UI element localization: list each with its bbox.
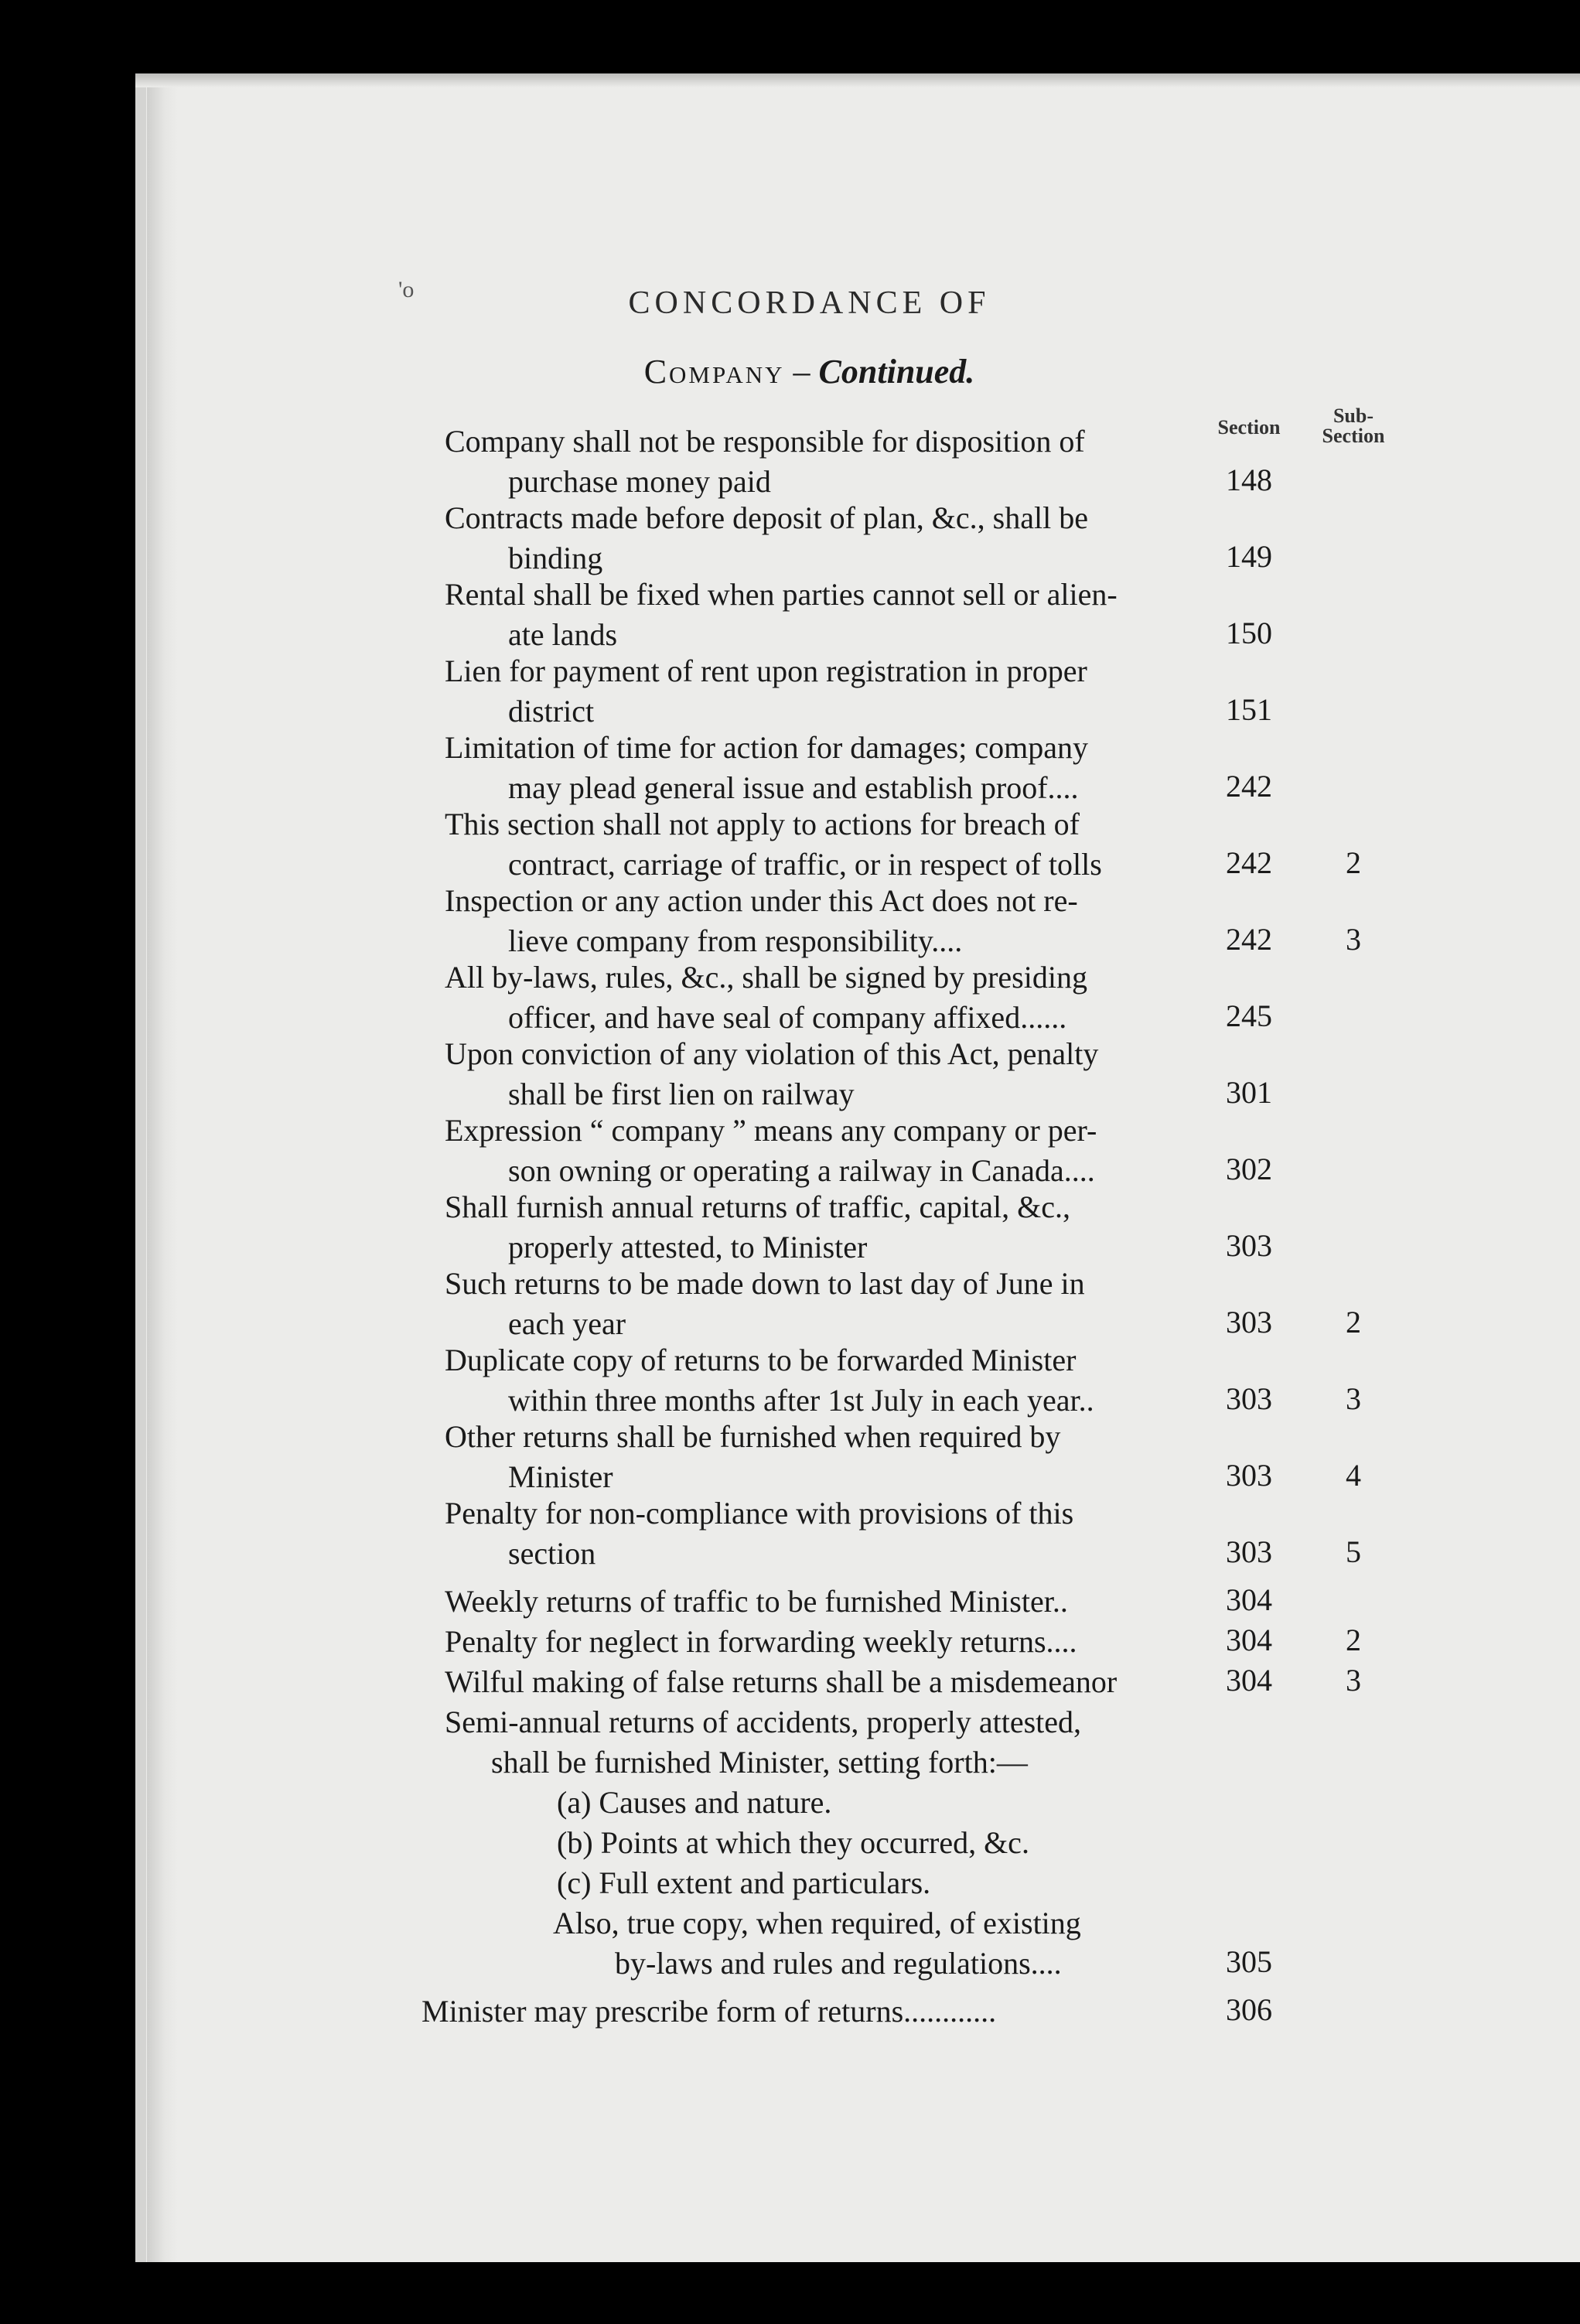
- page-top-shadow: [135, 73, 1580, 87]
- entry-line-2: district: [508, 694, 595, 729]
- section-number: 304: [1226, 1663, 1272, 1698]
- list-item: [445, 728, 1218, 808]
- list-item: [445, 1264, 1218, 1344]
- section-number: 148: [1226, 462, 1272, 497]
- entry-line-1: Rental shall be fixed when parties cannot sell or alien-: [445, 577, 1118, 612]
- entry-line-1: Contracts made before deposit of plan, &c., shall be: [445, 500, 1088, 535]
- list-item: Penalty for neglect in forwarding weekly returns....: [445, 1624, 1077, 1659]
- entry-line-1: Duplicate copy of returns to be forwarded Minister: [445, 1343, 1077, 1377]
- also-line-1: Also, true copy, when required, of existing: [553, 1906, 1081, 1940]
- also-line-2: by-laws and rules and regulations....: [615, 1946, 1062, 1981]
- semi-annual-line-1: Semi-annual returns of accidents, properly attested,: [445, 1705, 1082, 1739]
- section-number: 151: [1226, 692, 1272, 727]
- entry-line-2: Minister: [508, 1459, 613, 1494]
- section-number: 303: [1226, 1534, 1272, 1569]
- entry-line-2: each year: [508, 1306, 626, 1341]
- section-number: 302: [1226, 1152, 1272, 1186]
- section-heading: [0, 352, 1580, 391]
- entry-line-1: Expression “ company ” means any company or per-: [445, 1113, 1097, 1148]
- column-header-subsection-1: Sub-: [1333, 404, 1374, 427]
- section-number: 242: [1226, 845, 1272, 880]
- entry-line-2: properly attested, to Minister: [508, 1230, 868, 1264]
- entry-line-1: Penalty for non-compliance with provisions of this: [445, 1496, 1074, 1531]
- entry-line-2: shall be first lien on railway: [508, 1077, 855, 1111]
- list-item: [445, 881, 1218, 961]
- list-item: [445, 498, 1218, 578]
- entry-line-2: son owning or operating a railway in Canada....: [508, 1153, 1095, 1188]
- column-header-subsection-2: Section: [1322, 425, 1385, 447]
- subsection-number: 2: [1346, 1623, 1361, 1657]
- semi-annual-line-2: shall be furnished Minister, setting forth:—: [491, 1745, 1028, 1780]
- list-item: [445, 421, 1218, 502]
- entry-line-2: ate lands: [508, 617, 618, 652]
- sub-item-c: (c) Full extent and particulars.: [557, 1865, 931, 1900]
- list-item: [445, 1417, 1218, 1497]
- entry-line-2: may plead general issue and establish proof....: [508, 770, 1079, 805]
- list-item: [445, 1111, 1218, 1191]
- list-item: [445, 1493, 1218, 1574]
- list-item: [445, 651, 1218, 732]
- entry-line-1: All by-laws, rules, &c., shall be signed by presiding: [445, 960, 1087, 995]
- entry-line-2: contract, carriage of traffic, or in respect of tolls: [508, 847, 1102, 882]
- entry-line-1: Company shall not be responsible for disposition of: [445, 424, 1085, 459]
- section-number: 242: [1226, 769, 1272, 804]
- column-header-section: Section: [1217, 416, 1281, 439]
- list-item: [445, 575, 1218, 655]
- entry-line-1: Inspection or any action under this Act does not re-: [445, 883, 1078, 918]
- running-head: CONCORDANCE OF: [628, 285, 991, 321]
- subsection-number: 5: [1346, 1534, 1361, 1569]
- heading-caps: Company: [643, 353, 785, 391]
- entry-line-1: Limitation of time for action for damages; company: [445, 730, 1088, 765]
- heading-dash: –: [784, 353, 819, 391]
- entry-line-2: binding: [508, 541, 603, 575]
- subsection-number: 2: [1346, 845, 1361, 880]
- list-item: [445, 1034, 1218, 1114]
- section-number: 150: [1226, 616, 1272, 650]
- page-number: 'o: [398, 277, 415, 302]
- entry-line-1: Lien for payment of rent upon registration in proper: [445, 654, 1087, 688]
- list-item: Weekly returns of traffic to be furnished Minister..: [445, 1584, 1068, 1619]
- section-number: 303: [1226, 1228, 1272, 1263]
- entry-line-2: within three months after 1st July in each year..: [508, 1383, 1094, 1418]
- section-number: 245: [1226, 998, 1272, 1033]
- entry-line-1: This section shall not apply to actions for breach of: [445, 807, 1080, 841]
- subsection-number: 3: [1346, 1663, 1361, 1698]
- subsection-number: 4: [1346, 1458, 1361, 1493]
- sub-item-b: (b) Points at which they occurred, &c.: [557, 1825, 1029, 1860]
- entry-line-1: Shall furnish annual returns of traffic, capital, &c.,: [445, 1189, 1071, 1224]
- entry-line-2: purchase money paid: [508, 464, 771, 499]
- section-number: 303: [1226, 1458, 1272, 1493]
- list-item: [445, 1340, 1218, 1421]
- entry-line-2: officer, and have seal of company affixed......: [508, 1000, 1067, 1035]
- entry-line-2: lieve company from responsibility....: [508, 923, 963, 958]
- subsection-number: 2: [1346, 1305, 1361, 1339]
- entry-line-1: Other returns shall be furnished when required by: [445, 1419, 1061, 1454]
- page-edge: [147, 73, 178, 2262]
- section-number: 149: [1226, 539, 1272, 574]
- list-item: [445, 1187, 1218, 1268]
- section-number: 304: [1226, 1582, 1272, 1617]
- list-item-last: Minister may prescribe form of returns............: [421, 1994, 997, 2029]
- section-number: 303: [1226, 1305, 1272, 1339]
- entry-line-2: section: [508, 1536, 596, 1571]
- list-item: [445, 957, 1218, 1038]
- entry-line-1: Such returns to be made down to last day of June in: [445, 1266, 1085, 1301]
- section-number: 306: [1226, 1992, 1272, 2027]
- subsection-number: 3: [1346, 1381, 1361, 1416]
- list-item: [445, 804, 1218, 885]
- list-item: Wilful making of false returns shall be a misdemeanor: [445, 1664, 1118, 1699]
- section-number: 305: [1226, 1944, 1272, 1979]
- entry-line-1: Upon conviction of any violation of this Act, penalty: [445, 1036, 1099, 1071]
- sub-item-a: (a) Causes and nature.: [557, 1785, 832, 1820]
- subsection-number: 3: [1346, 922, 1361, 957]
- section-number: 304: [1226, 1623, 1272, 1657]
- section-number: 301: [1226, 1075, 1272, 1110]
- heading-italic: Continued.: [818, 353, 975, 391]
- section-number: 303: [1226, 1381, 1272, 1416]
- section-number: 242: [1226, 922, 1272, 957]
